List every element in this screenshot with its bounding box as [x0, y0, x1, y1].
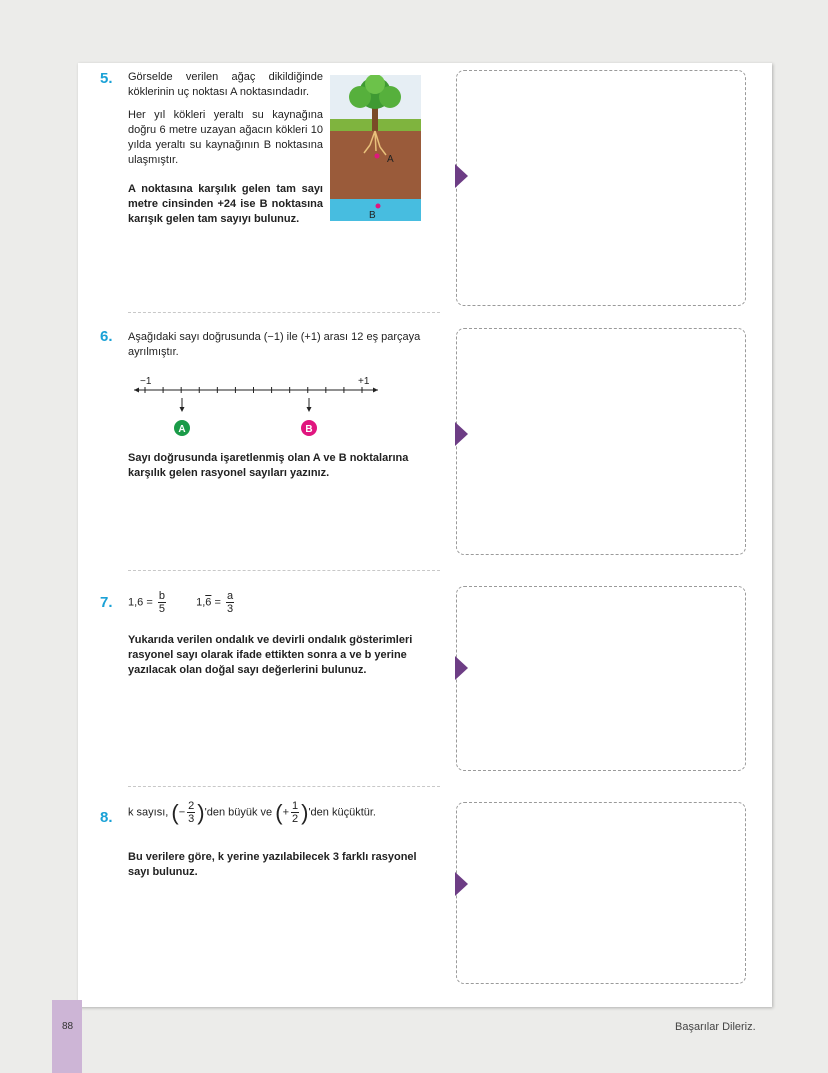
question-number: 5. [100, 70, 113, 87]
divider [128, 786, 440, 787]
eq2-int: 1, [196, 596, 206, 609]
page-tab [52, 1000, 82, 1073]
number-line [130, 372, 385, 442]
denominator: 2 [292, 813, 299, 825]
denominator: 3 [188, 813, 195, 825]
eq1-left: 1,6 = [128, 596, 153, 609]
numerator: 2 [188, 800, 195, 812]
point-b-marker: B [305, 424, 313, 435]
eq2-equals: = [214, 596, 221, 609]
question-number: 6. [100, 328, 113, 345]
tree-roots-illustration [330, 75, 421, 221]
question-text: Her yıl kökleri yeraltı su kaynağına doğru 6 metre uzayan ağacın kökleri 10 yılda yeraltı su kaynağının B noktasına ulaşmıştır. [128, 109, 323, 166]
footer-text: Başarılar Dileriz. [675, 1021, 756, 1033]
answer-arrow-icon [455, 422, 468, 446]
sign: − [178, 806, 186, 819]
answer-box-8[interactable] [456, 802, 746, 984]
question-7 [100, 590, 430, 700]
numerator: b [158, 590, 165, 602]
equations [128, 590, 428, 615]
numerator: 1 [292, 800, 299, 812]
page-number: 88 [62, 1021, 74, 1032]
point-a-label: A [387, 154, 394, 165]
question-number: 7. [100, 594, 113, 611]
point-b-label: B [369, 210, 376, 221]
question-6 [100, 328, 430, 488]
tick-label-plus-one: +1 [358, 376, 370, 387]
tick-label-minus-one: −1 [140, 376, 152, 387]
question-8 [100, 800, 430, 910]
answer-box-5[interactable] [456, 70, 746, 306]
denominator: 3 [226, 603, 234, 615]
fraction-one-half [291, 800, 299, 825]
condition-text [128, 800, 428, 825]
question-text: Görselde verilen ağaç dikildiğinde köklerinin uç noktası A noktasındadır. [128, 71, 323, 98]
answer-box-7[interactable] [456, 586, 746, 771]
divider [128, 312, 440, 313]
fraction-b-over-5 [158, 590, 166, 615]
question-number: 8. [100, 809, 113, 826]
paren-open: ( [275, 800, 283, 825]
question-instruction: Bu verilere göre, k yerine yazılabilecek 3 farklı rasyonel sayı bulunuz. [128, 851, 417, 878]
point-a-marker: A [178, 424, 186, 435]
divider [128, 570, 440, 571]
fraction-a-over-3 [226, 590, 234, 615]
repeating-digit: 6 [205, 596, 212, 609]
question-text: Aşağıdaki sayı doğrusunda (−1) ile (+1) arası 12 eş parçaya ayrılmıştır. [128, 331, 421, 358]
question-5 [100, 70, 430, 310]
denominator: 5 [158, 603, 165, 615]
middle-text: 'den büyük ve [204, 806, 273, 819]
question-instruction: Yukarıda verilen ondalık ve devirli ondalık gösterimleri rasyonel sayı olarak ifade ettikten sonra a ve b yerine yazılacak olan doğal sayı değerlerini bulunuz. [128, 634, 413, 676]
answer-arrow-icon [455, 164, 468, 188]
question-instruction: A noktasına karşılık gelen tam sayı metre cinsinden +24 ise B noktasına karışık gelen tam sayıyı bulunuz. [128, 183, 323, 225]
paren-close: ) [301, 800, 309, 825]
prefix: k sayısı, [128, 806, 169, 819]
paren-close: ) [197, 800, 205, 825]
answer-arrow-icon [455, 872, 468, 896]
suffix-text: 'den küçüktür. [308, 806, 376, 819]
paren-open: ( [171, 800, 179, 825]
numerator: a [226, 590, 234, 602]
fraction-two-thirds [187, 800, 195, 825]
question-instruction: Sayı doğrusunda işaretlenmiş olan A ve B noktalarına karşılık gelen rasyonel sayıları yazınız. [128, 452, 409, 479]
answer-arrow-icon [455, 656, 468, 680]
answer-box-6[interactable] [456, 328, 746, 555]
sign: + [282, 806, 289, 819]
